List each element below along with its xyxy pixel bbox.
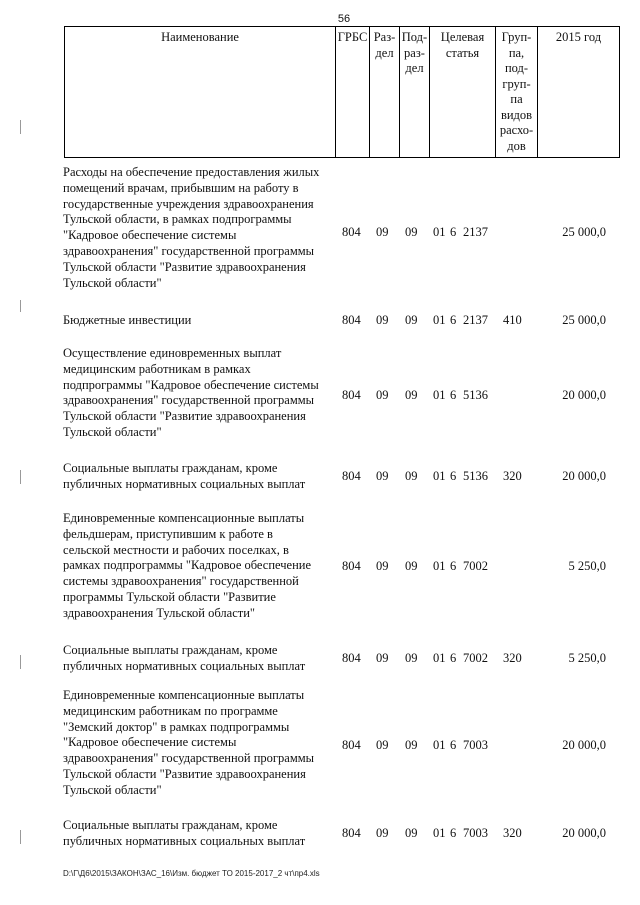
- cell-target-1: 01: [433, 651, 446, 665]
- margin-mark: [20, 120, 21, 134]
- cell-razdel: 09: [376, 388, 389, 402]
- row-name: Осуществление единовременных выплат медицинским работникам в рамках подпрограммы "Кадровое обеспечение системы здравоохранения" государственной программы Тульской области "Развитие здравоохранения Тульской области": [63, 346, 319, 439]
- header-podrazdel: Под- раз- дел: [399, 27, 429, 157]
- row-name: Единовременные компенсационные выплаты фельдшерам, приступившим к работе в сельской местности и рабочих поселках, в рамках подпрограммы "Кадровое обеспечение системы здравоохранения" государственной программы Тульской области "Развитие здравоохранения Тульской области": [63, 511, 312, 620]
- cell-razdel: 09: [376, 313, 389, 327]
- cell-amount: 5 250,0: [568, 559, 606, 573]
- cell-target-3: 7002: [463, 651, 488, 665]
- cell-amount: 20 000,0: [562, 738, 606, 752]
- margin-mark: [20, 655, 21, 669]
- row-name: Единовременные компенсационные выплаты медицинским работникам по программе "Земский доктор" в рамках подпрограммы "Кадровое обеспечение системы здравоохранения" государственной программы Тульской области "Развитие здравоохранения Тульской области": [63, 688, 315, 797]
- cell-razdel: 09: [376, 826, 389, 840]
- file-path-footer: D:\Г\Д6\2015\ЗАКОН\ЗАС_16\Изм. бюджет ТО 2015-2017_2 чт\пр4.xls: [63, 869, 320, 878]
- cell-podrazdel: 09: [405, 738, 418, 752]
- cell-podrazdel: 09: [405, 225, 418, 239]
- cell-target-1: 01: [433, 225, 446, 239]
- cell-podrazdel: 09: [405, 651, 418, 665]
- header-group: Груп- па, под- груп- па видов расхо- дов: [495, 27, 537, 157]
- cell-razdel: 09: [376, 225, 389, 239]
- cell-group: 410: [503, 313, 522, 327]
- cell-amount: 25 000,0: [562, 313, 606, 327]
- margin-mark: [20, 470, 21, 484]
- header-grbs: ГРБС: [335, 27, 369, 157]
- cell-target-1: 01: [433, 738, 446, 752]
- cell-razdel: 09: [376, 651, 389, 665]
- cell-amount: 20 000,0: [562, 469, 606, 483]
- cell-target-2: 6: [450, 225, 457, 239]
- cell-amount: 20 000,0: [562, 826, 606, 840]
- cell-podrazdel: 09: [405, 469, 418, 483]
- cell-target-1: 01: [433, 388, 446, 402]
- cell-amount: 5 250,0: [568, 651, 606, 665]
- cell-amount: 25 000,0: [562, 225, 606, 239]
- cell-target-3: 2137: [463, 225, 488, 239]
- table-header: [64, 26, 620, 158]
- header-year: 2015 год: [537, 27, 619, 157]
- cell-grbs: 804: [342, 651, 361, 665]
- cell-target-3: 5136: [463, 469, 488, 483]
- cell-target-3: 7003: [463, 826, 488, 840]
- page-number: 56: [337, 13, 351, 25]
- cell-amount: 20 000,0: [562, 388, 606, 402]
- cell-target-2: 6: [450, 388, 457, 402]
- cell-target-3: 2137: [463, 313, 488, 327]
- cell-podrazdel: 09: [405, 826, 418, 840]
- cell-podrazdel: 09: [405, 388, 418, 402]
- cell-razdel: 09: [376, 469, 389, 483]
- cell-target-1: 01: [433, 469, 446, 483]
- cell-grbs: 804: [342, 225, 361, 239]
- cell-podrazdel: 09: [405, 559, 418, 573]
- cell-target-3: 5136: [463, 388, 488, 402]
- cell-target-3: 7002: [463, 559, 488, 573]
- cell-grbs: 804: [342, 469, 361, 483]
- cell-razdel: 09: [376, 738, 389, 752]
- margin-mark: [20, 830, 21, 844]
- row-name: Социальные выплаты гражданам, кроме публичных нормативных социальных выплат: [63, 643, 306, 673]
- row-name: Социальные выплаты гражданам, кроме публичных нормативных социальных выплат: [63, 461, 306, 491]
- cell-target-1: 01: [433, 313, 446, 327]
- row-name: Расходы на обеспечение предоставления жилых помещений врачам, прибывшим на работу в государственные учреждения здравоохранения Тульской области, в рамках подпрограммы "Кадровое обеспечение системы здравоохранения" государственной программы Тульской области "Развитие здравоохранения Тульской области": [63, 165, 320, 290]
- cell-razdel: 09: [376, 559, 389, 573]
- cell-grbs: 804: [342, 388, 361, 402]
- header-target-article: Целевая статья: [429, 27, 495, 157]
- cell-target-2: 6: [450, 738, 457, 752]
- row-name: Социальные выплаты гражданам, кроме публичных нормативных социальных выплат: [63, 818, 306, 848]
- header-razdel: Раз- дел: [369, 27, 399, 157]
- margin-mark: [20, 300, 21, 312]
- cell-target-2: 6: [450, 559, 457, 573]
- cell-target-2: 6: [450, 313, 457, 327]
- cell-group: 320: [503, 469, 522, 483]
- cell-group: 320: [503, 826, 522, 840]
- cell-podrazdel: 09: [405, 313, 418, 327]
- cell-target-1: 01: [433, 559, 446, 573]
- row-name: Бюджетные инвестиции: [63, 313, 192, 327]
- cell-target-3: 7003: [463, 738, 488, 752]
- cell-grbs: 804: [342, 738, 361, 752]
- cell-grbs: 804: [342, 313, 361, 327]
- cell-grbs: 804: [342, 826, 361, 840]
- cell-target-2: 6: [450, 826, 457, 840]
- cell-group: 320: [503, 651, 522, 665]
- cell-target-2: 6: [450, 651, 457, 665]
- header-name: Наименование: [161, 30, 239, 44]
- cell-target-1: 01: [433, 826, 446, 840]
- cell-target-2: 6: [450, 469, 457, 483]
- cell-grbs: 804: [342, 559, 361, 573]
